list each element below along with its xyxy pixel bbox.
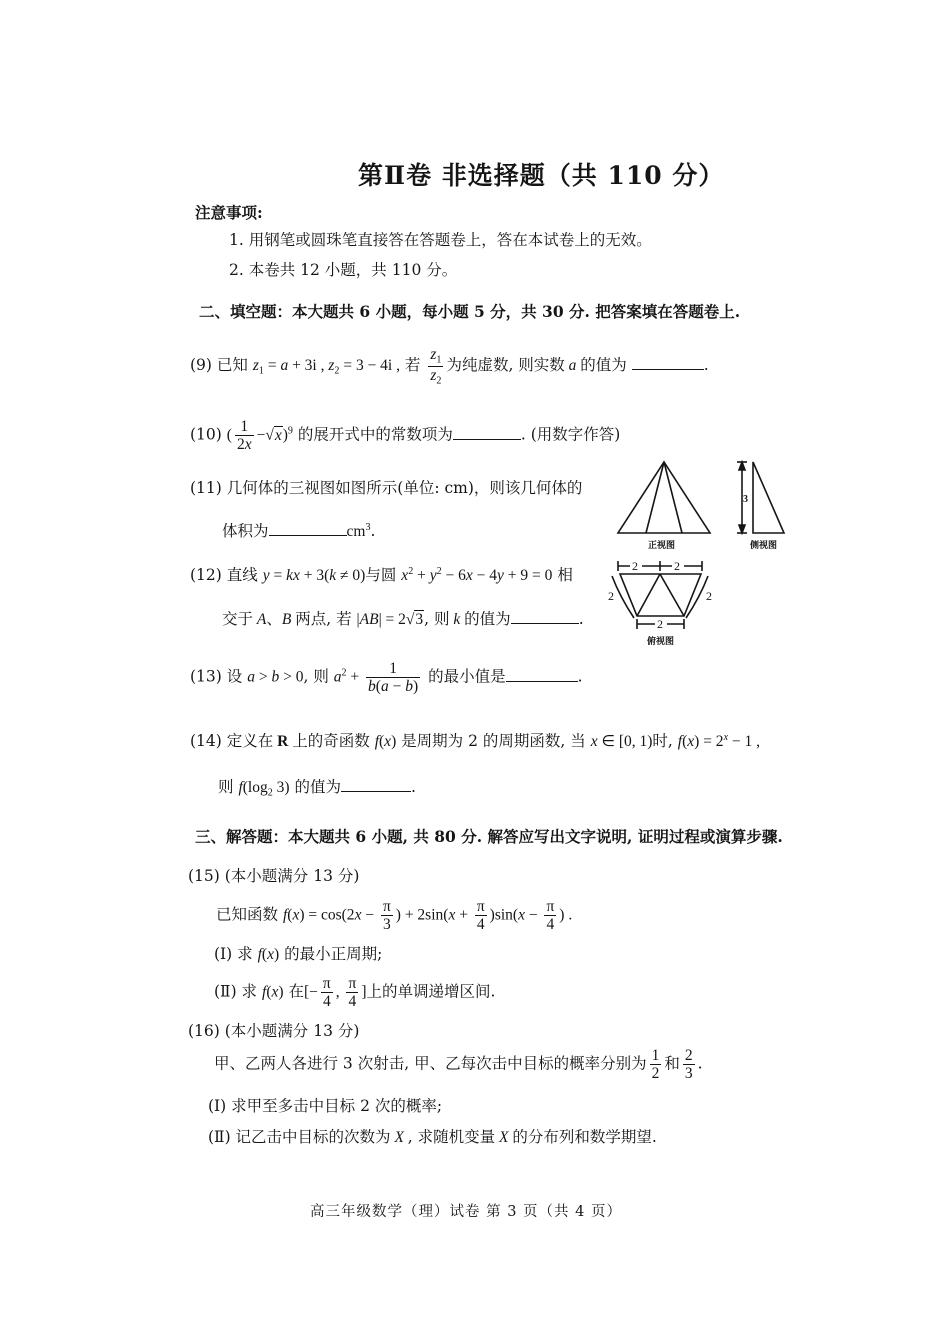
- front-view: [618, 462, 710, 533]
- question-14: (14) 定义在 R 上的奇函数 f(x) 是周期为 2 的周期函数, 当 x ∈ [0, 1)时, $f(x) = 2^x - 1$ ,: [190, 731, 761, 750]
- dim-width-label-5: 2: [706, 589, 712, 603]
- question-15-part1: (Ⅰ) 求 f(x) 的最小正周期;: [214, 945, 383, 963]
- question-13: (13) 设 a > b > 0, 则 $a^2$ + $\frac{1}{b(a - b)}$ 的最小值是 .: [190, 660, 583, 696]
- question-12: (12) 直线 y = kx + 3(k ≠ 0)与圆 $x^2 + y^2 - 6x - 4y + 9 = 0$ 相: [190, 565, 573, 584]
- note-item-2: 2. 本卷共 12 小题，共 110 分。: [229, 261, 458, 279]
- question-9: (9) 已知 $z_1 = a + 3i$ , $z_2 = 3 - 4i$ , 若 $\frac{z_1}{z_2}$ 为纯虚数, 则实数 a 的值为 .: [190, 346, 709, 387]
- notes-heading: 注意事项:: [195, 203, 263, 222]
- front-view-label: 正视图: [648, 541, 676, 551]
- question-14-line2: 则 $f(\log_2$ 3) 的值为 .: [218, 778, 416, 799]
- q13-answer-blank: [506, 681, 578, 682]
- question-16-stem: 甲、乙两人各进行 3 次射击, 甲、乙每次击中目标的概率分别为 $\frac{1}{2}$ 和 $\frac{2}{3}$ .: [214, 1047, 703, 1083]
- section2-heading: 二、填空题：本大题共 6 小题，每小题 5 分，共 30 分. 把答案填在答题卷上.: [199, 302, 741, 321]
- page-title: 第Ⅱ卷 非选择题（共 110 分）: [358, 161, 725, 190]
- q9-answer-blank: [632, 369, 704, 370]
- three-view-figure: [600, 452, 810, 657]
- section3-heading: 三、解答题：本大题共 6 小题, 共 80 分. 解答应写出文字说明, 证明过程或演算步骤.: [195, 827, 783, 846]
- dim-width-label-3: 2: [657, 617, 663, 631]
- dim-width-label-2: 2: [674, 559, 680, 573]
- top-view-label: 俯视图: [647, 637, 675, 647]
- question-16-part1: (Ⅰ) 求甲至多击中目标 2 次的概率;: [208, 1097, 443, 1115]
- question-11: (11) 几何体的三视图如图所示(单位: cm)，则该几何体的: [190, 479, 583, 497]
- dim-width-label-1: 2: [632, 559, 638, 573]
- dim-height-label: 3: [743, 494, 748, 505]
- question-15-head: (15) (本小题满分 13 分): [188, 867, 360, 885]
- page-footer: 高三年级数学（理）试卷 第 3 页（共 4 页）: [310, 1204, 622, 1220]
- note-item-1: 1. 用钢笔或圆珠笔直接答在答题卷上，答在本试卷上的无效。: [229, 231, 652, 249]
- q12-answer-blank: [511, 623, 579, 624]
- dim-width-label-4: 2: [608, 589, 614, 603]
- q10-answer-blank: [453, 439, 521, 440]
- question-16-part2: (Ⅱ) 记乙击中目标的次数为 X , 求随机变量 X 的分布列和数学期望.: [208, 1128, 657, 1146]
- side-view-label: 侧视图: [750, 541, 778, 551]
- question-11-line2: 体积为 $cm^3$.: [222, 521, 376, 540]
- question-10: (10) ( $\frac{1}{2x}$ −√x)$^9$ 的展开式中的常数项为 . (用数字作答): [190, 418, 621, 454]
- question-15-stem: 已知函数 f(x) = cos(2x − $\frac{\pi}{3}$ ) + 2sin(x + $\frac{\pi}{4}$ )sin(x − $\frac{\pi}{4}$ ) .: [216, 898, 573, 934]
- q14-answer-blank: [341, 791, 411, 792]
- q11-answer-blank: [269, 535, 347, 536]
- question-16-head: (16) (本小题满分 13 分): [188, 1022, 360, 1040]
- question-12-line2: 交于 A、B 两点, 若 |AB| = 2√3, 则 k 的值为 .: [222, 610, 584, 628]
- question-15-part2: (Ⅱ) 求 f(x) 在[− $\frac{\pi}{4}$ , $\frac{\pi}{4}$ ]上的单调递增区间.: [214, 975, 496, 1011]
